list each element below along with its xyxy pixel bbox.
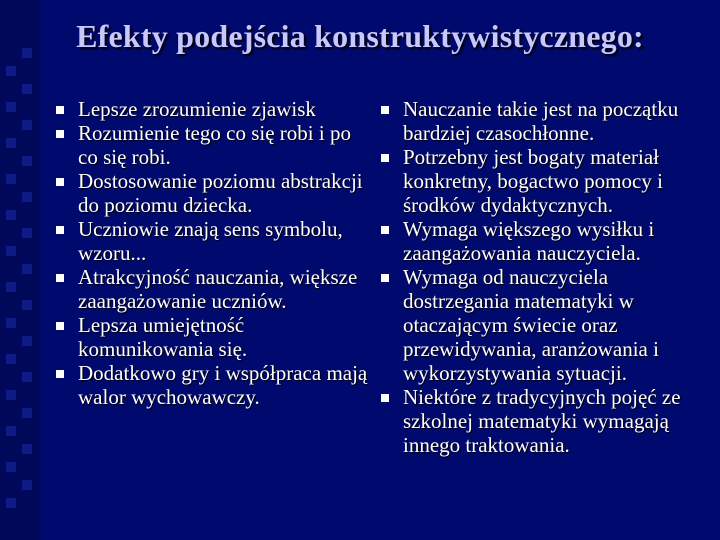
- decorative-square: [22, 156, 32, 166]
- list-item-text: Dodatkowo gry i współpraca mają walor wychowawczy.: [78, 361, 368, 409]
- list-item-text: Potrzebny jest bogaty materiał konkretny, bogactwo pomocy i środków dydaktycznych.: [403, 145, 663, 217]
- list-item-text: Atrakcyjność nauczania, większe zaangażowanie uczniów.: [78, 265, 358, 313]
- list-item: [53, 217, 373, 265]
- decorative-square: [22, 336, 32, 346]
- square-bullet-icon: [381, 154, 389, 162]
- slide-title: Efekty podejścia konstruktywistycznego:: [76, 18, 644, 54]
- list-item-text: Lepsza umiejętność komunikowania się.: [78, 313, 248, 361]
- decorative-square: [6, 246, 16, 256]
- decorative-square: [22, 120, 32, 130]
- square-bullet-icon: [381, 226, 389, 234]
- decorative-square: [6, 174, 16, 184]
- challenges-list: [378, 97, 713, 457]
- list-item: [53, 361, 373, 409]
- square-bullet-icon: [56, 106, 64, 114]
- decorative-side-strip: [0, 0, 40, 540]
- list-item: [53, 97, 373, 121]
- list-item-text: Uczniowie znają sens symbolu, wzoru...: [78, 217, 343, 265]
- decorative-square: [6, 426, 16, 436]
- decorative-square: [22, 84, 32, 94]
- decorative-square: [6, 318, 16, 328]
- decorative-square: [22, 480, 32, 490]
- decorative-square: [6, 102, 16, 112]
- decorative-square: [22, 372, 32, 382]
- list-item: [378, 145, 713, 217]
- list-item: [53, 121, 373, 169]
- decorative-square: [6, 462, 16, 472]
- decorative-square: [6, 498, 16, 508]
- list-item: [53, 265, 373, 313]
- square-bullet-icon: [381, 106, 389, 114]
- decorative-square: [6, 354, 16, 364]
- decorative-square: [22, 192, 32, 202]
- list-item-text: Dostosowanie poziomu abstrakcji do poziomu dziecka.: [78, 169, 363, 217]
- list-item-text: Wymaga większego wysiłku i zaangażowania nauczyciela.: [403, 217, 655, 265]
- square-bullet-icon: [56, 226, 64, 234]
- list-item-text: Niektóre z tradycyjnych pojęć ze szkolnej matematyki wymagają innego traktowania.: [403, 385, 681, 457]
- list-item: [53, 169, 373, 217]
- decorative-square: [22, 228, 32, 238]
- decorative-square: [22, 264, 32, 274]
- square-bullet-icon: [56, 274, 64, 282]
- decorative-square: [22, 408, 32, 418]
- decorative-square: [6, 390, 16, 400]
- decorative-square: [6, 282, 16, 292]
- decorative-square: [6, 210, 16, 220]
- list-item: [378, 97, 713, 145]
- list-item-text: Nauczanie takie jest na początku bardziej czasochłonne.: [403, 97, 679, 145]
- square-bullet-icon: [56, 178, 64, 186]
- advantages-list: [53, 97, 373, 409]
- decorative-square: [22, 444, 32, 454]
- square-bullet-icon: [381, 394, 389, 402]
- list-item-text: Wymaga od nauczyciela dostrzegania matematyki w otaczającym świecie oraz przewidywania, aranżowania i wykorzystywania sytuacji.: [403, 265, 659, 385]
- list-item-text: Rozumienie tego co się robi i po co się robi.: [78, 121, 351, 169]
- list-item: [378, 217, 713, 265]
- square-bullet-icon: [381, 274, 389, 282]
- list-item: [378, 385, 713, 457]
- square-bullet-icon: [56, 130, 64, 138]
- square-bullet-icon: [56, 370, 64, 378]
- list-item-text: Lepsze zrozumienie zjawisk: [78, 97, 316, 121]
- list-item: [53, 313, 373, 361]
- square-bullet-icon: [56, 322, 64, 330]
- list-item: [378, 265, 713, 385]
- decorative-square: [6, 138, 16, 148]
- decorative-square: [22, 300, 32, 310]
- decorative-square: [6, 66, 16, 76]
